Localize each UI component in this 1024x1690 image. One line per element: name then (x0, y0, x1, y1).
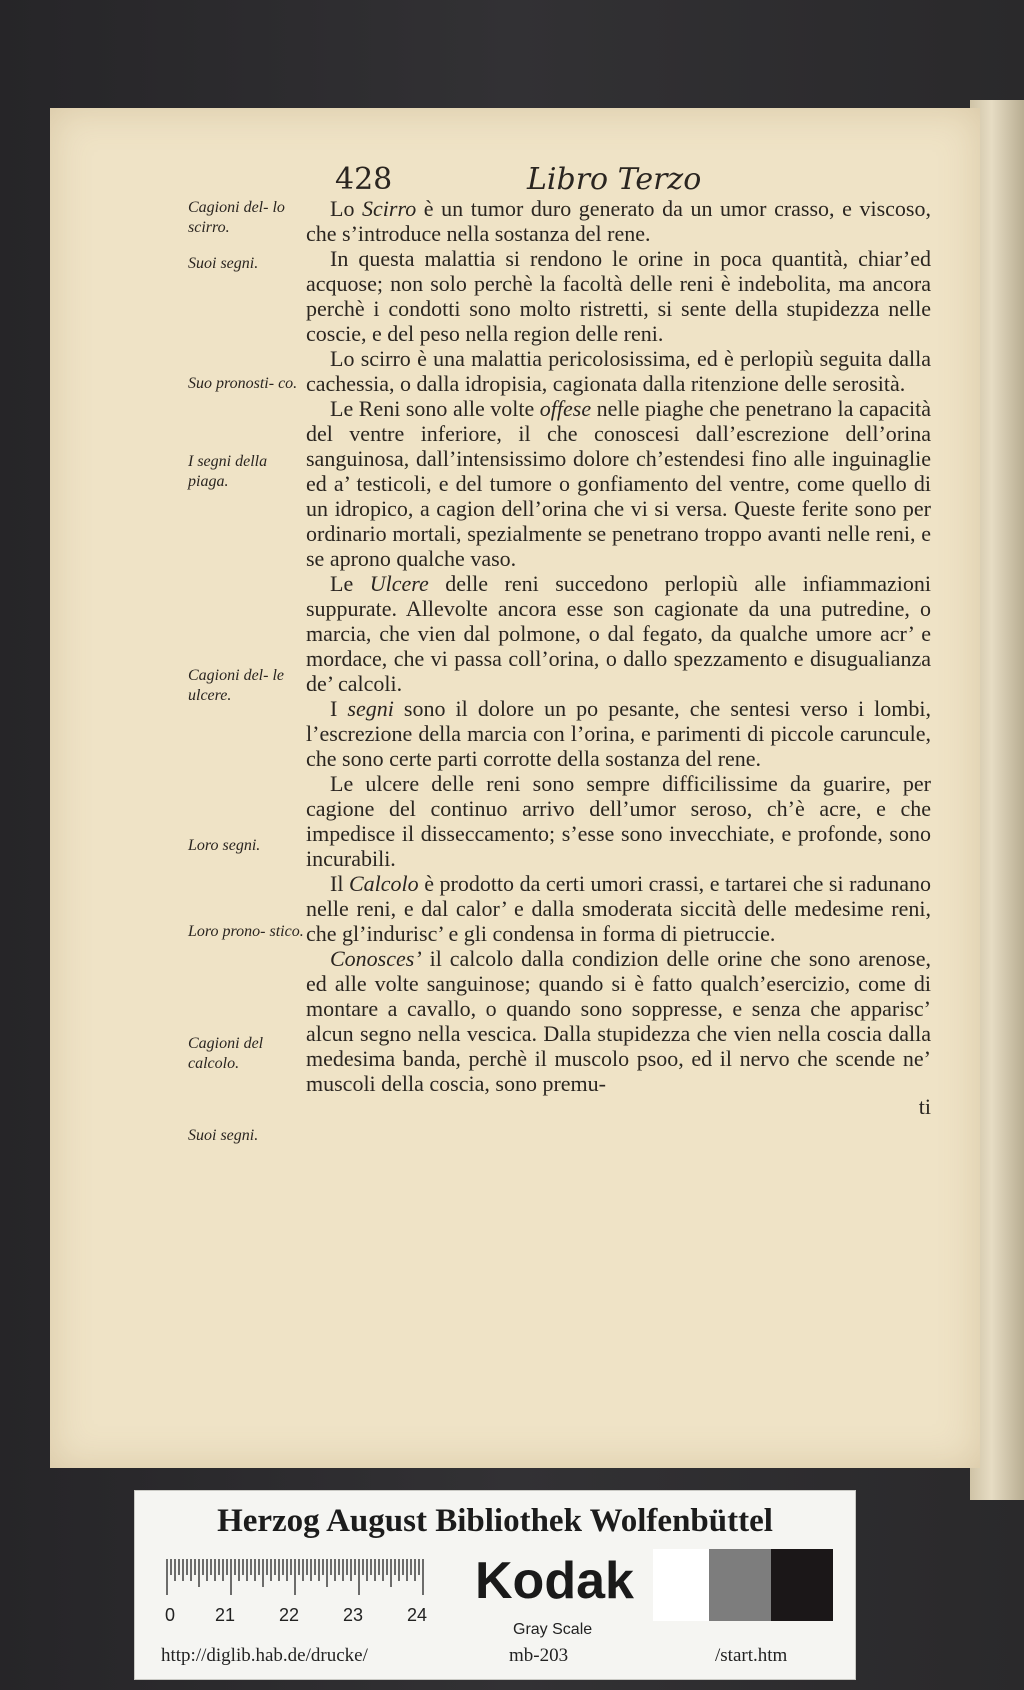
swatch-gray (709, 1549, 771, 1621)
kodak-logo: Kodak (475, 1552, 634, 1610)
shelfmark: mb-203 (509, 1645, 569, 1666)
margin-note-3: Suo pronosti- co. (188, 375, 298, 392)
paragraph-8: Il Calcolo è prodotto da certi umori crassi, e tartarei che si radunano nelle reni, e dal calor’ e dalla smoderata siccità delle medesime reni, che gl’indurisc’ e gli condensa in forma di pietruccie. (306, 871, 931, 946)
margin-note-2: Suoi segni. (188, 255, 259, 272)
margin-note-7: Loro prono- stico. (188, 923, 304, 940)
paragraph-4: Le Reni sono alle volte offese nelle piaghe che penetrano la capacità del ventre inferiore, il che conoscesi dall’escrezione dell’orina sanguinosa, dall’intensissimo dolore ch’estendesi fino alle inguinaglie ed a’ testicoli, e del tumore o gonfiamento del ventre, come quello di un idropico, a cagion dell’orina che vi si versa. Queste ferite sono per ordinario mortali, spezialmente se penetrano troppo avanti nelle reni, e se aprono qualche vaso. (306, 396, 931, 571)
swatch-white (653, 1549, 709, 1621)
paragraph-6: I segni sono il dolore un po pesante, che sentesi verso i lombi, l’escrezione della marcia con l’orina, e parimenti di piccole caruncule, che sono certe parti corrotte della sostanza del rene. (306, 696, 931, 771)
catchword: ti (918, 1094, 931, 1119)
paragraph-7: Le ulcere delle reni sono sempre difficilissime da guarire, per cagione del continuo arrivo dell’umor seroso, ch’è acre, e che impedisce il disseccamento; s’esse sono invecchiate, e profonde, sono incurabili. (306, 771, 931, 871)
margin-note-8: Cagioni del calcolo. (188, 1035, 264, 1072)
ruler-label-24: 24 (407, 1605, 428, 1625)
ruler-label-22: 22 (279, 1605, 300, 1625)
ruler-label-0: 0 (165, 1605, 176, 1625)
ruler-label-21: 21 (215, 1605, 236, 1625)
margin-note-6: Loro segni. (188, 837, 261, 854)
margin-note-5: Cagioni del- le ulcere. (188, 667, 284, 704)
gray-swatches (653, 1549, 833, 1621)
main-text (306, 196, 931, 1119)
url-row (135, 1645, 855, 1671)
swatch-black (771, 1549, 833, 1621)
paragraph-9: Conosces’ il calcolo dalla condizion delle orine che sono arenose, ed alle volte sanguinose; quando si è fatto qualch’esercizio, come di montare a cavallo, o quando sono soppresse, e senza che apparisc’ alcun segno nella vescica. Dalla stupidezza che vien nella coscia dalla medesima banda, perchè il muscolo psoo, ed il nervo che scende ne’ muscoli della coscia, sono premu- (306, 946, 931, 1096)
margin-note-1: Cagioni del- lo scirro. (188, 199, 285, 236)
library-name: Herzog August Bibliothek Wolfenbüttel (217, 1503, 773, 1539)
page-number: 428 (335, 162, 393, 197)
margin-note-4: I segni della piaga. (188, 453, 268, 490)
margin-note-9: Suoi segni. (188, 1127, 259, 1144)
color-target-card (134, 1490, 856, 1680)
running-title: Libro Terzo (527, 162, 702, 197)
start-page: /start.htm (715, 1645, 788, 1666)
gray-scale-label: Gray Scale (513, 1621, 593, 1638)
paragraph-1: Lo Scirro è un tumor duro generato da un umor crasso, e viscoso, che s’introduce nella sostanza del rene. (306, 196, 931, 246)
paragraph-3: Lo scirro è una malattia pericolosissima, ed è perlopiù seguita dalla cachessia, o dalla idropisia, cagionata dalla ritenzione delle serosità. (306, 346, 931, 396)
source-url: http://diglib.hab.de/drucke/ (161, 1645, 368, 1666)
ruler-label-23: 23 (343, 1605, 364, 1625)
paragraph-5: Le Ulcere delle reni succedono perlopiù alle infiammazioni suppurate. Allevolte ancora esse son cagionate da una putredine, o marcia, che vien dal polmone, o dal fegato, da qualche umore acr’ e mordace, che vi passa coll’orina, o dallo spezzamento e disugualianza de’ calcoli. (306, 571, 931, 696)
paragraph-2: In questa malattia si rendono le orine in poca quantità, chiar’ed acquose; non solo perchè la facoltà delle reni è indebolita, ma ancora perchè i condotti sono molto ristretti, si sente della stupidezza nelle coscie, e del peso nella region delle reni. (306, 246, 931, 346)
ruler-ticks (167, 1559, 423, 1595)
